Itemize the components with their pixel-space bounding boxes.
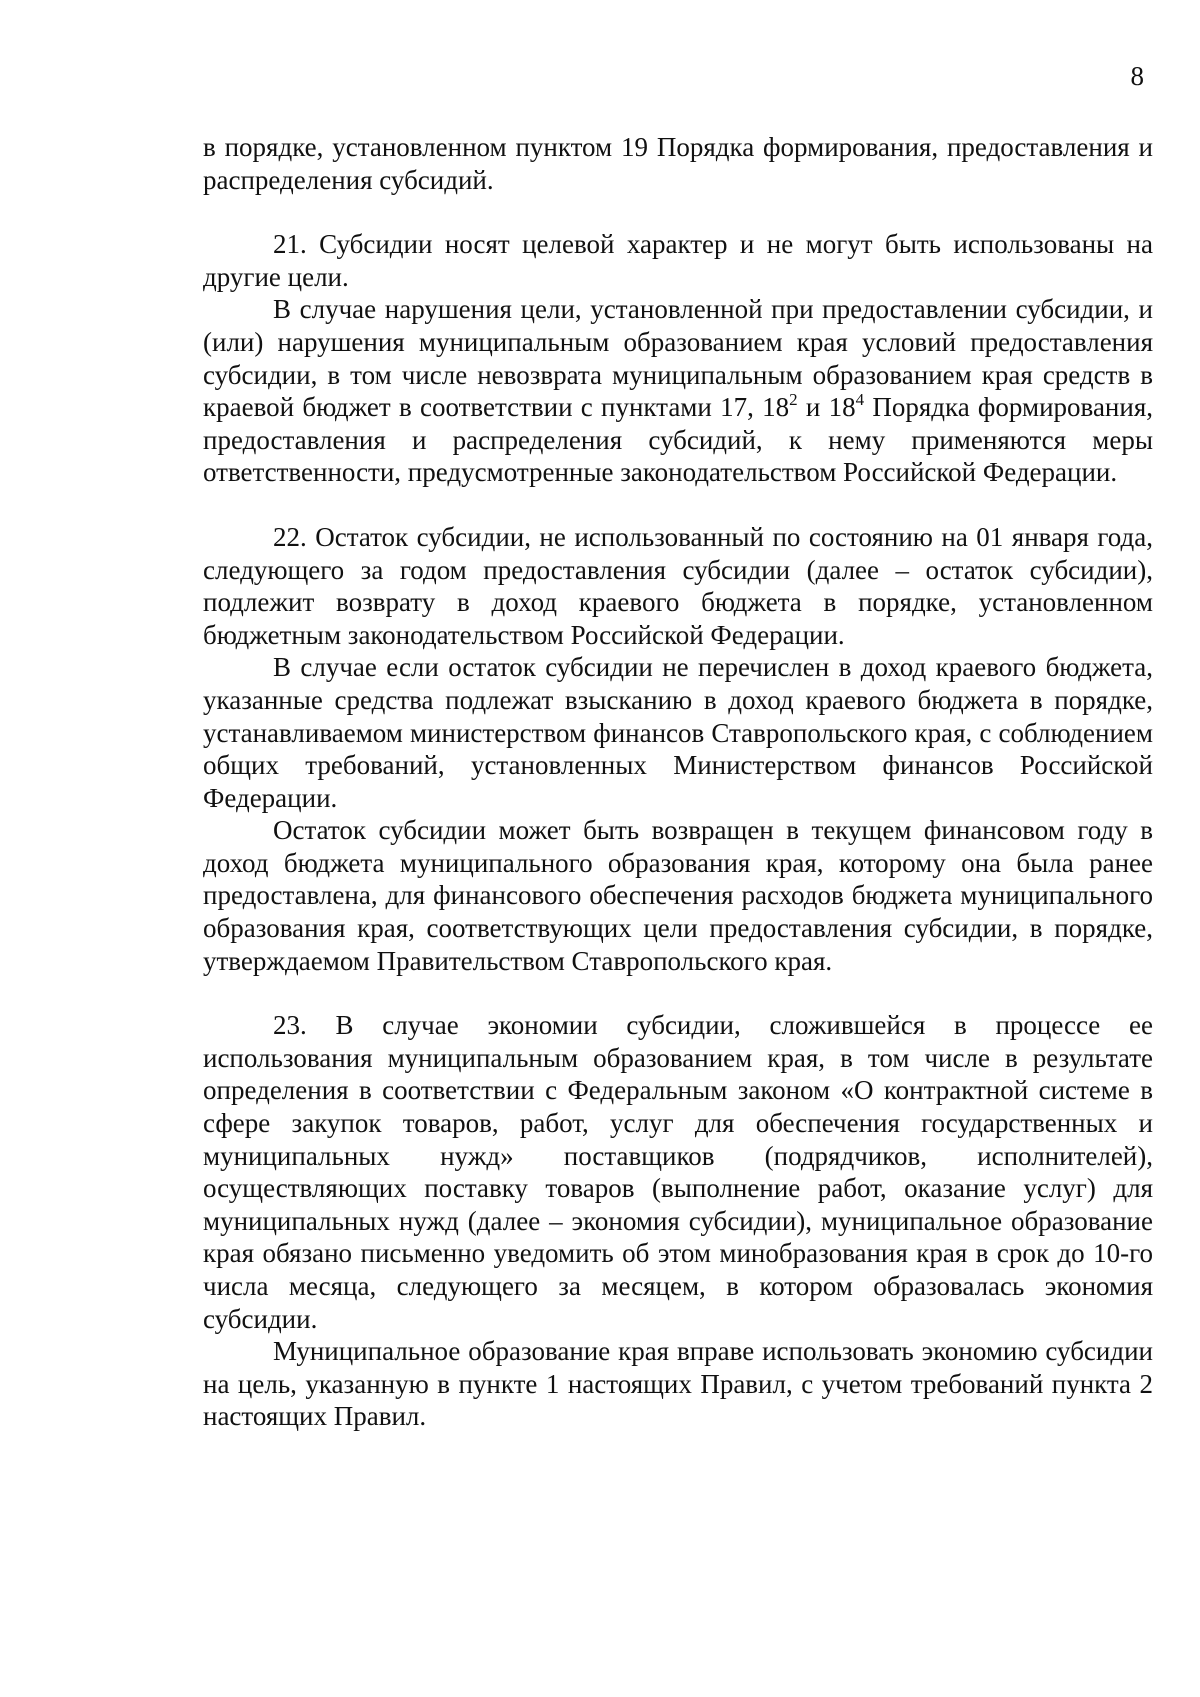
paragraph-21-violation-text-1: В случае нарушения цели, установленной при предоставлении субсидии, и (или) нарушения муниципальным образованием края условий предоставления субсидии, в том числе невозврата муниципальным образованием края средств в краевой бюджет в соответствии с пунктами 17, 18 (203, 294, 1153, 423)
paragraph-23-usage: Муниципальное образование края вправе использовать экономию субсидии на цель, указанную в пункте 1 настоящих Правил, с учетом требований пункта 2 настоящих Правил. (203, 1336, 1153, 1432)
paragraph-23: 23. В случае экономии субсидии, сложившейся в процессе ее использования муниципальным образованием края, в том числе в результате определения в соответствии с Федеральным законом «О контрактной системе в сфере закупок товаров, работ, услуг для обеспечения государственных и муниципальных нужд» поставщиков (подрядчиков, исполнителей), осуществляющих поставку товаров (выполнение работ, оказание услуг) для муниципальных нужд (далее – экономия субсидии), муниципальное образование края обязано письменно уведомить об этом минобразования края в срок до 10-го числа месяца, следующего за месяцем, в котором образовалась экономия субсидии. (203, 1010, 1153, 1334)
paragraph-21: 21. Субсидии носят целевой характер и не могут быть использованы на другие цели. (203, 229, 1153, 292)
paragraph-21-violation-text-2: и 18 (797, 392, 856, 423)
paragraph-22-recovery: В случае если остаток субсидии не перечислен в доход краевого бюджета, указанные средства подлежат взысканию в доход краевого бюджета в порядке, устанавливаемом министерством финансов Ставропольского края, с соблюдением общих требований, установленных Министерством финансов Российской Федерации. (203, 652, 1153, 813)
paragraph-22-return: Остаток субсидии может быть возвращен в текущем финансовом году в доход бюджета муниципального образования края, которому она была ранее предоставлена, для финансового обеспечения расходов бюджета муниципального образования края, соответствующих цели предоставления субсидии, в порядке, утверждаемом Правительством Ставропольского края. (203, 815, 1153, 976)
paragraph-gap (203, 196, 1153, 228)
paragraph-gap (203, 489, 1153, 521)
paragraph-continuation: в порядке, установленном пунктом 19 Порядка формирования, предоставления и распределения субсидий. (203, 132, 1153, 195)
paragraph-gap (203, 977, 1153, 1009)
document-body (203, 131, 1153, 1433)
paragraph-21-violation-text-3: Порядка формирования, предоставления и распределения субсидий, к нему применяются меры ответственности, предусмотренные законодательством Российской Федерации. (203, 392, 1154, 488)
page-number: 8 (1130, 61, 1144, 91)
paragraph-21-violation (203, 293, 1153, 489)
superscript-4: 4 (855, 390, 865, 410)
paragraph-22: 22. Остаток субсидии, не использованный по состоянию на 01 января года, следующего за годом предоставления субсидии (далее – остаток субсидии), подлежит возврату в доход краевого бюджета в порядке, установленном бюджетным законодательством Российской Федерации. (203, 521, 1153, 650)
superscript-2: 2 (789, 390, 798, 410)
